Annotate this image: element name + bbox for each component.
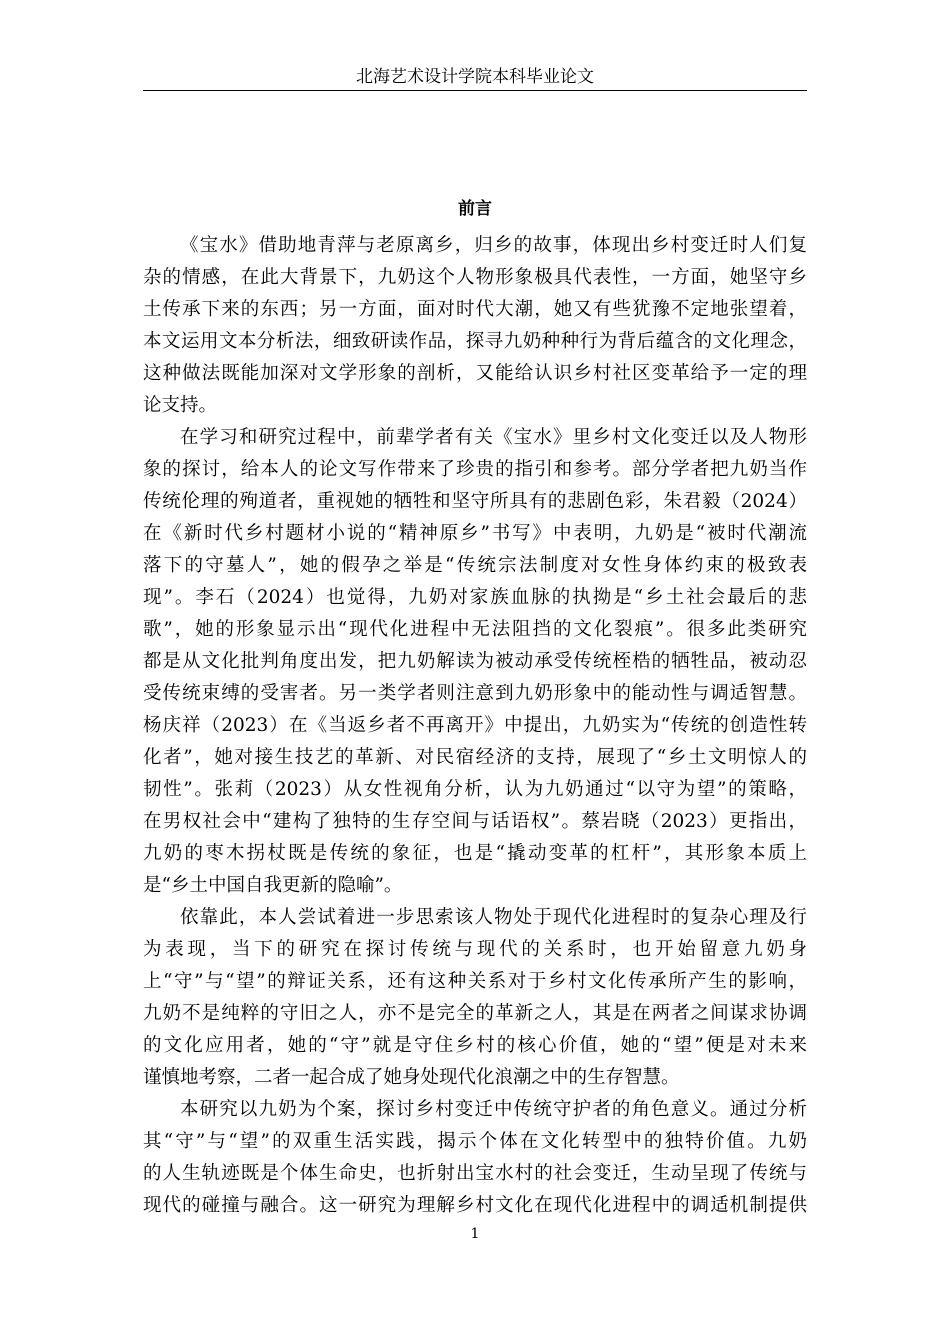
paragraph-line: 现”。李石（2024）也觉得，九奶对家族血脉的执拗是“乡土社会最后的悲 [143, 587, 807, 608]
paragraph-line: 本文运用文本分析法，细致研读作品，探寻九奶种种行为背后蕴含的文化理念， [143, 331, 807, 352]
paragraph-line: 这种做法既能加深对文学形象的剖析，又能给认识乡村社区变革给予一定的理 [143, 363, 807, 384]
paragraph-line: 在《新时代乡村题材小说的“精神原乡”书写》中表明，九奶是“被时代潮流 [143, 523, 807, 544]
paragraph-line: 土传承下来的东西；另一方面，面对时代大潮，她又有些犹豫不定地张望着， [143, 299, 807, 320]
paragraph-line: 象的探讨，给本人的论文写作带来了珍贵的指引和参考。部分学者把九奶当作 [143, 459, 807, 480]
paragraph-line: 歌”，她的形象显示出“现代化进程中无法阻挡的文化裂痕”。很多此类研究 [143, 619, 807, 640]
paragraph-line: 韧性”。张莉（2023）从女性视角分析，认为九奶通过“以守为望”的策略， [143, 779, 807, 800]
paragraph-line: 传统伦理的殉道者，重视她的牺牲和坚守所具有的悲剧色彩，朱君毅（2024） [143, 491, 807, 512]
page-header [143, 64, 807, 91]
page-number: 1 [470, 1226, 480, 1242]
paragraph-line: 谨慎地考察，二者一起合成了她身处现代化浪潮之中的生存智慧。 [143, 1067, 680, 1088]
paragraph-line: 在男权社会中“建构了独特的生存空间与话语权”。蔡岩晓（2023）更指出， [143, 811, 807, 832]
paragraph-line: 的人生轨迹既是个体生命史，也折射出宝水村的社会变迁，生动呈现了传统与 [143, 1163, 807, 1184]
paragraph-line: 在学习和研究过程中，前辈学者有关《宝水》里乡村文化变迁以及人物形 [180, 427, 807, 448]
paragraph-line: 九奶不是纯粹的守旧之人，亦不是完全的革新之人，其是在两者之间谋求协调 [143, 1003, 807, 1024]
paragraph-line: 九奶的枣木拐杖既是传统的象征，也是“撬动变革的杠杆”，其形象本质上 [143, 843, 807, 864]
paragraph-line: 依靠此，本人尝试着进一步思索该人物处于现代化进程时的复杂心理及行 [180, 907, 807, 928]
paragraph-line: 化者”，她对接生技艺的革新、对民宿经济的支持，展现了“乡土文明惊人的 [143, 747, 807, 768]
paragraph-line: 本研究以九奶为个案，探讨乡村变迁中传统守护者的角色意义。通过分析 [180, 1099, 807, 1120]
paragraph-line: 都是从文化批判角度出发，把九奶解读为被动承受传统桎梏的牺牲品，被动忍 [143, 651, 807, 672]
paragraph-line: 《宝水》借助地青萍与老原离乡，归乡的故事，体现出乡村变迁时人们复 [180, 235, 807, 256]
paragraph-line: 论支持。 [143, 395, 218, 416]
paragraph-line: 是“乡土中国自我更新的隐喻”。 [143, 875, 403, 896]
paragraph-line: 杨庆祥（2023）在《当返乡者不再离开》中提出，九奶实为“传统的创造性转 [143, 715, 807, 736]
paragraph-line: 受传统束缚的受害者。另一类学者则注意到九奶形象中的能动性与调适智慧。 [143, 683, 807, 704]
section-title: 前言 [458, 199, 492, 219]
paragraph-line: 落下的守墓人”，她的假孕之举是“传统宗法制度对女性身体约束的极致表 [143, 555, 807, 576]
paragraph-line: 杂的情感，在此大背景下，九奶这个人物形象极具代表性，一方面，她坚守乡 [143, 267, 807, 288]
body-text [143, 230, 807, 1222]
paragraph-line: 其“守”与“望”的双重生活实践，揭示个体在文化转型中的独特价值。九奶 [143, 1131, 807, 1152]
paragraph-line: 现代的碰撞与融合。这一研究为理解乡村文化在现代化进程中的调适机制提供 [143, 1195, 807, 1216]
header-title: 北海艺术设计学院本科毕业论文 [356, 67, 594, 87]
paragraph-line: 的文化应用者，她的“守”就是守住乡村的核心价值，她的“望”便是对未来 [143, 1035, 807, 1056]
paragraph-line: 上“守”与“望”的辩证关系，还有这种关系对于乡村文化传承所产生的影响， [143, 971, 807, 992]
paragraph-line: 为表现，当下的研究在探讨传统与现代的关系时，也开始留意九奶身 [143, 939, 807, 960]
